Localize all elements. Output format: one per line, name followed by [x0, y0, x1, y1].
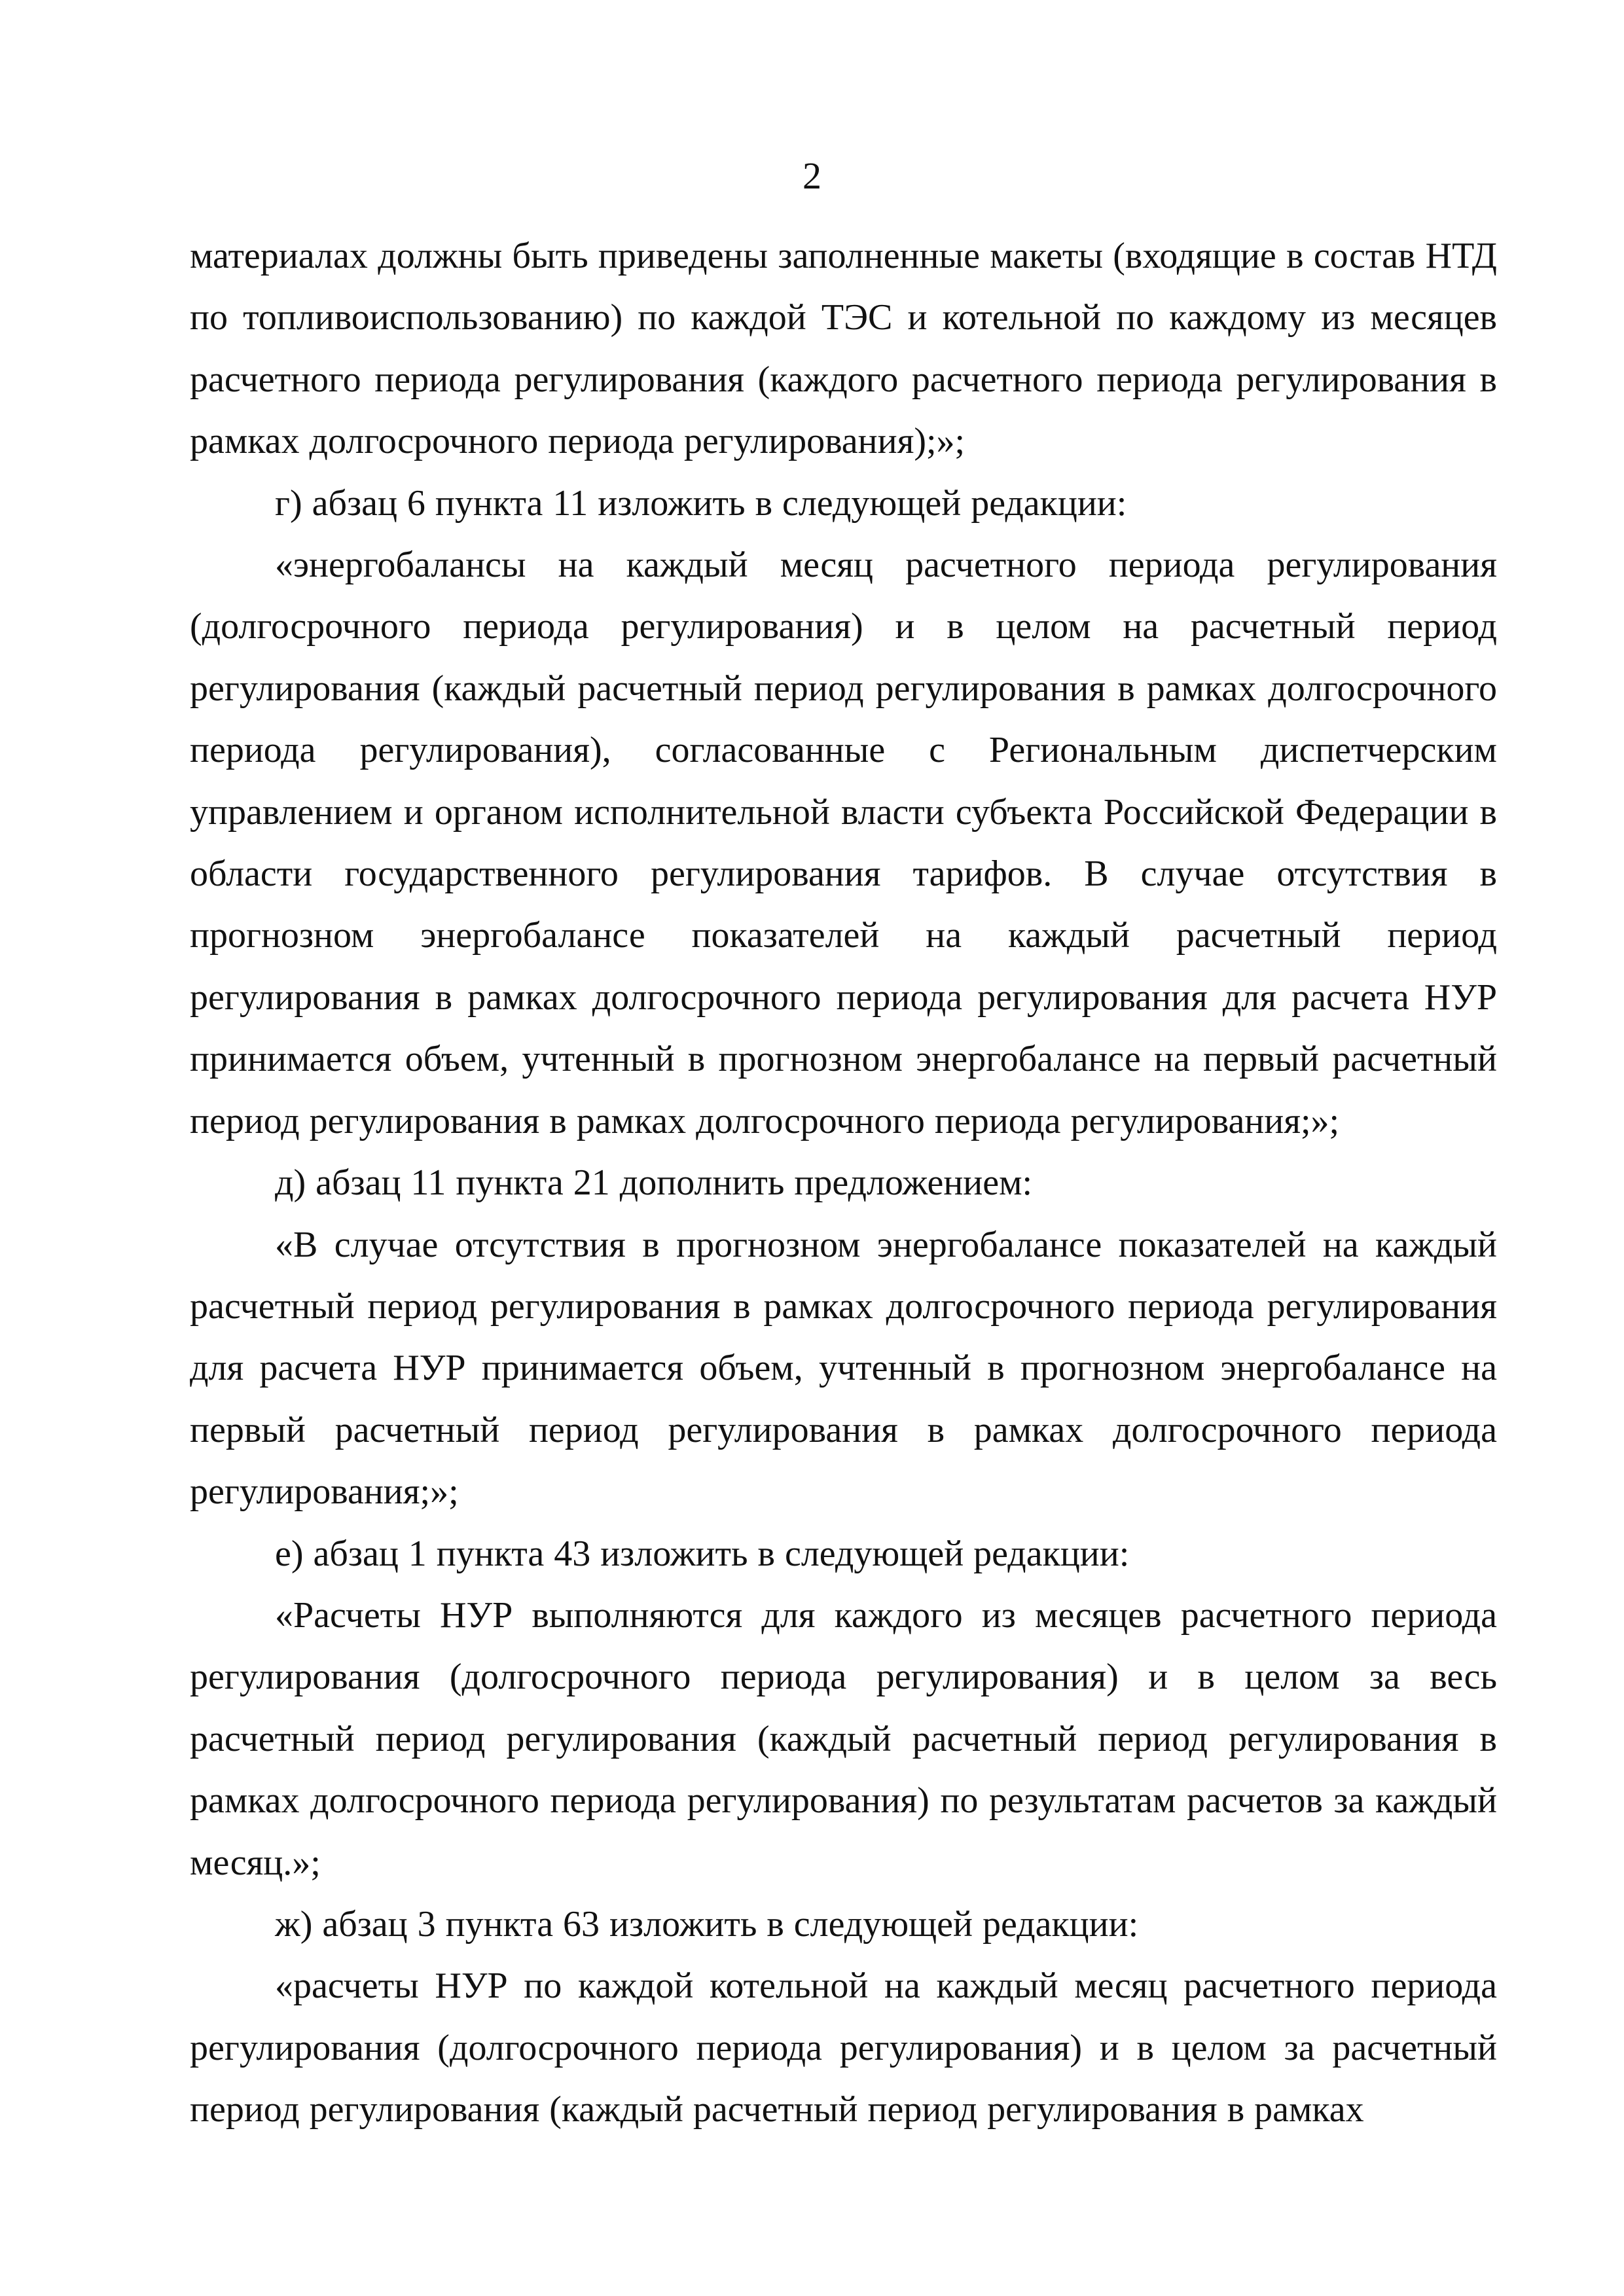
paragraph-item-e: е) абзац 1 пункта 43 изложить в следующей редакции: — [275, 1533, 1130, 1574]
page-number: 2 — [803, 154, 821, 197]
paragraph-continuation: материалах должны быть приведены заполненные макеты (входящие в состав НТД по топливоиспользованию) по каждой ТЭС и котельной по каждому из месяцев расчетного периода регулирования (каждого расчетного периода регулирования в рамках долгосрочного периода регулирования);»; — [190, 236, 1497, 462]
paragraph-item-zh: ж) абзац 3 пункта 63 изложить в следующей редакции: — [275, 1903, 1139, 1945]
document-body — [190, 225, 1497, 2141]
paragraph-quote-energy-balances: «энергобалансы на каждый месяц расчетного периода регулирования (долгосрочного периода регулирования) и в целом на расчетный период регулирования (каждый расчетный период регулирования в рамках долгосрочного периода регулирования), согласованные с Региональным диспетчерским управлением и органом исполнительной власти субъекта Российской Федерации в области государственного регулирования тарифов. В случае отсутствия в прогнозном энергобалансе показателей на каждый расчетный период регулирования в рамках долгосрочного периода регулирования для расчета НУР принимается объем, учтенный в прогнозном энергобалансе на первый расчетный период регулирования в рамках долгосрочного периода регулирования;»; — [190, 545, 1497, 1141]
paragraph-quote-nur-calculations: «Расчеты НУР выполняются для каждого из месяцев расчетного периода регулирования (долгосрочного периода регулирования) и в целом за весь расчетный период регулирования (каждый расчетный период регулирования в рамках долгосрочного периода регулирования) по результатам расчетов за каждый месяц.»; — [190, 1594, 1497, 1883]
paragraph-item-g: г) абзац 6 пункта 11 изложить в следующей редакции: — [275, 482, 1127, 524]
paragraph-quote-absence-case: «В случае отсутствия в прогнозном энергобалансе показателей на каждый расчетный период регулирования в рамках долгосрочного периода регулирования для расчета НУР принимается объем, учтенный в прогнозном энергобалансе на первый расчетный период регулирования в рамках долгосрочного периода регулирования;»; — [190, 1224, 1497, 1513]
paragraph-item-d: д) абзац 11 пункта 21 дополнить предложением: — [275, 1162, 1033, 1204]
paragraph-quote-boiler-calculations: «расчеты НУР по каждой котельной на каждый месяц расчетного периода регулирования (долгосрочного периода регулирования) и в целом за расчетный период регулирования (каждый расчетный период регулирования в рамках — [190, 1965, 1497, 2130]
